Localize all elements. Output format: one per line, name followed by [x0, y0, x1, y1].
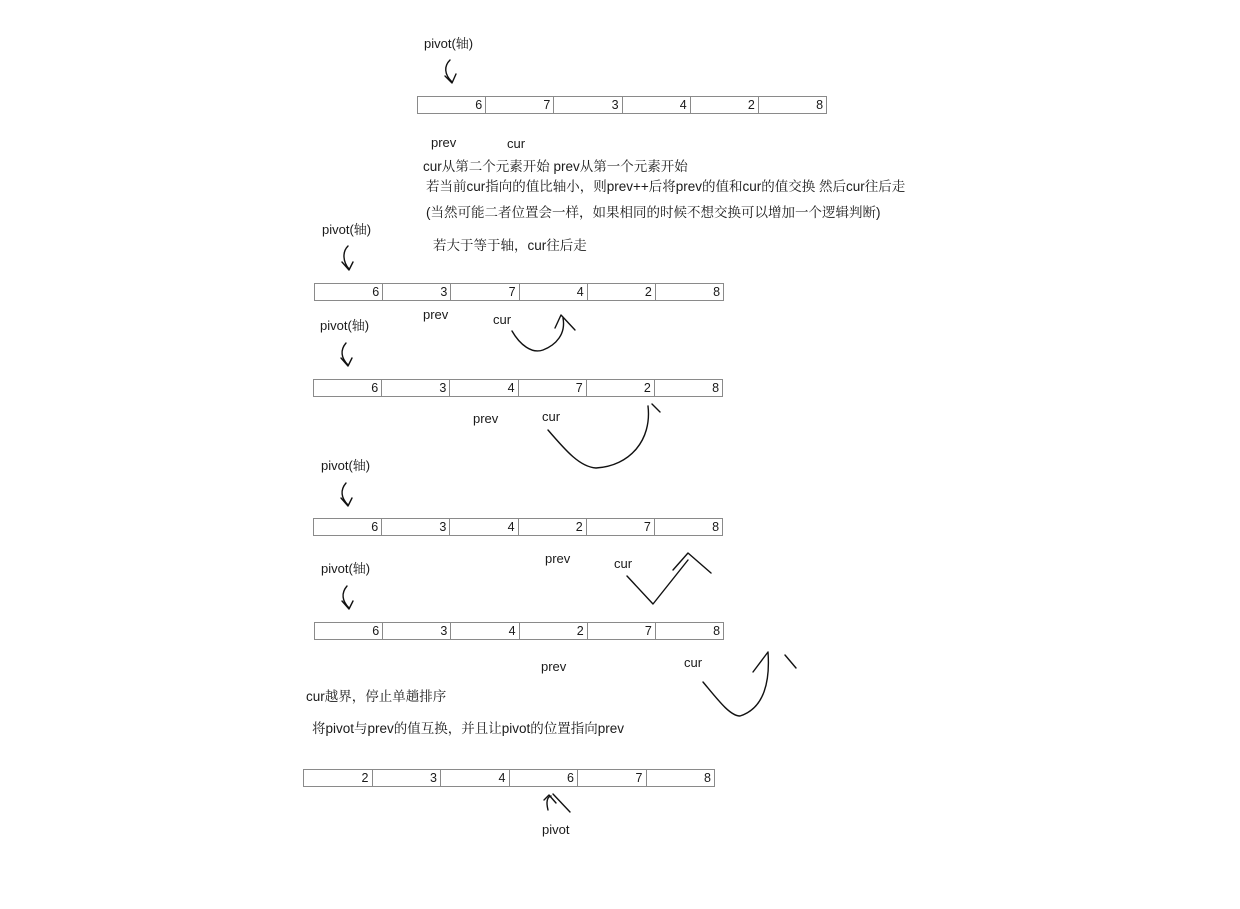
- pivot-arrow-icon: [445, 60, 456, 83]
- array-cell: 4: [441, 770, 510, 786]
- array-cell: 3: [382, 380, 450, 396]
- array-step-3: [313, 379, 723, 397]
- array-cell: 3: [554, 97, 622, 113]
- note-final: 将pivot与prev的值互换，并且让pivot的位置指向prev: [312, 721, 625, 736]
- cur-label: cur: [507, 136, 526, 151]
- array-cell: 8: [713, 624, 721, 638]
- array-cell: 4: [520, 284, 588, 300]
- cur-label: cur: [614, 556, 633, 571]
- array-cell: 2: [587, 380, 655, 396]
- array-cell: 8: [713, 285, 721, 299]
- note-rule-less: 若当前cur指向的值比轴小，则prev++后将prev的值和cur的值交换 然后cur往后走: [426, 179, 906, 194]
- array-cell: 6: [314, 519, 382, 535]
- pivot-arrow-icon: [342, 246, 353, 270]
- array-cell: 7: [588, 623, 656, 639]
- pivot-label: pivot(轴): [321, 561, 371, 576]
- array-cell: 8: [816, 98, 824, 112]
- pivot-label: pivot(轴): [424, 36, 474, 51]
- array-step-1: [417, 96, 827, 114]
- prev-label: prev: [423, 307, 449, 322]
- array-cell: 4: [451, 623, 519, 639]
- array-cell: 3: [373, 770, 442, 786]
- array-step-2: [314, 283, 724, 301]
- pivot-arrow-icon: [341, 483, 352, 506]
- array-cell: 2: [588, 284, 656, 300]
- pivot-arrow-icon: [342, 586, 353, 609]
- array-cell: 2: [519, 519, 587, 535]
- array-cell: 3: [382, 519, 450, 535]
- note-start: cur从第二个元素开始 prev从第一个元素开始: [423, 159, 688, 174]
- array-cell: 2: [304, 770, 373, 786]
- array-cell: 7: [587, 519, 655, 535]
- array-cell: 8: [712, 381, 720, 395]
- pivot-label: pivot(轴): [321, 458, 371, 473]
- array-cell: 4: [450, 380, 518, 396]
- array-cell: 6: [314, 380, 382, 396]
- array-step-5: [314, 622, 724, 640]
- pivot-arrow-icon: [341, 343, 352, 366]
- swap-arrow-icon: [627, 553, 711, 604]
- cur-out-of-bound-arrow-icon: [703, 652, 796, 716]
- array-cell: 7: [578, 770, 647, 786]
- swap-arrow-icon: [548, 404, 660, 468]
- swap-arrow-icon: [512, 315, 575, 351]
- array-step-4: [313, 518, 723, 536]
- array-cell: 8: [704, 771, 711, 785]
- note-rule-note: (当然可能二者位置会一样，如果相同的时候不想交换可以增加一个逻辑判断): [426, 205, 881, 220]
- array-cell: 6: [315, 623, 383, 639]
- final-pivot-label: pivot: [542, 822, 570, 837]
- prev-label: prev: [473, 411, 499, 426]
- array-cell: 4: [623, 97, 691, 113]
- prev-label: prev: [541, 659, 567, 674]
- prev-label: prev: [431, 135, 457, 150]
- array-cell: 3: [383, 284, 451, 300]
- array-cell: 6: [315, 284, 383, 300]
- array-cell: 8: [712, 520, 720, 534]
- array-cell: 7: [451, 284, 519, 300]
- note-stop: cur越界，停止单趟排序: [306, 689, 447, 704]
- array-final: [303, 769, 715, 787]
- pivot-pointer-icon: [544, 794, 570, 812]
- prev-label: prev: [545, 551, 571, 566]
- note-rule-ge: 若大于等于轴，cur往后走: [433, 238, 587, 253]
- array-cell: 2: [691, 97, 759, 113]
- array-cell: 7: [519, 380, 587, 396]
- cur-label: cur: [493, 312, 512, 327]
- cur-label: cur: [542, 409, 561, 424]
- array-cell: 6: [418, 97, 486, 113]
- array-cell: 3: [383, 623, 451, 639]
- cur-label: cur: [684, 655, 703, 670]
- array-cell: 2: [520, 623, 588, 639]
- array-cell: 6: [510, 770, 579, 786]
- array-cell: 7: [486, 97, 554, 113]
- pivot-label: pivot(轴): [322, 222, 372, 237]
- pivot-label: pivot(轴): [320, 318, 370, 333]
- array-cell: 4: [450, 519, 518, 535]
